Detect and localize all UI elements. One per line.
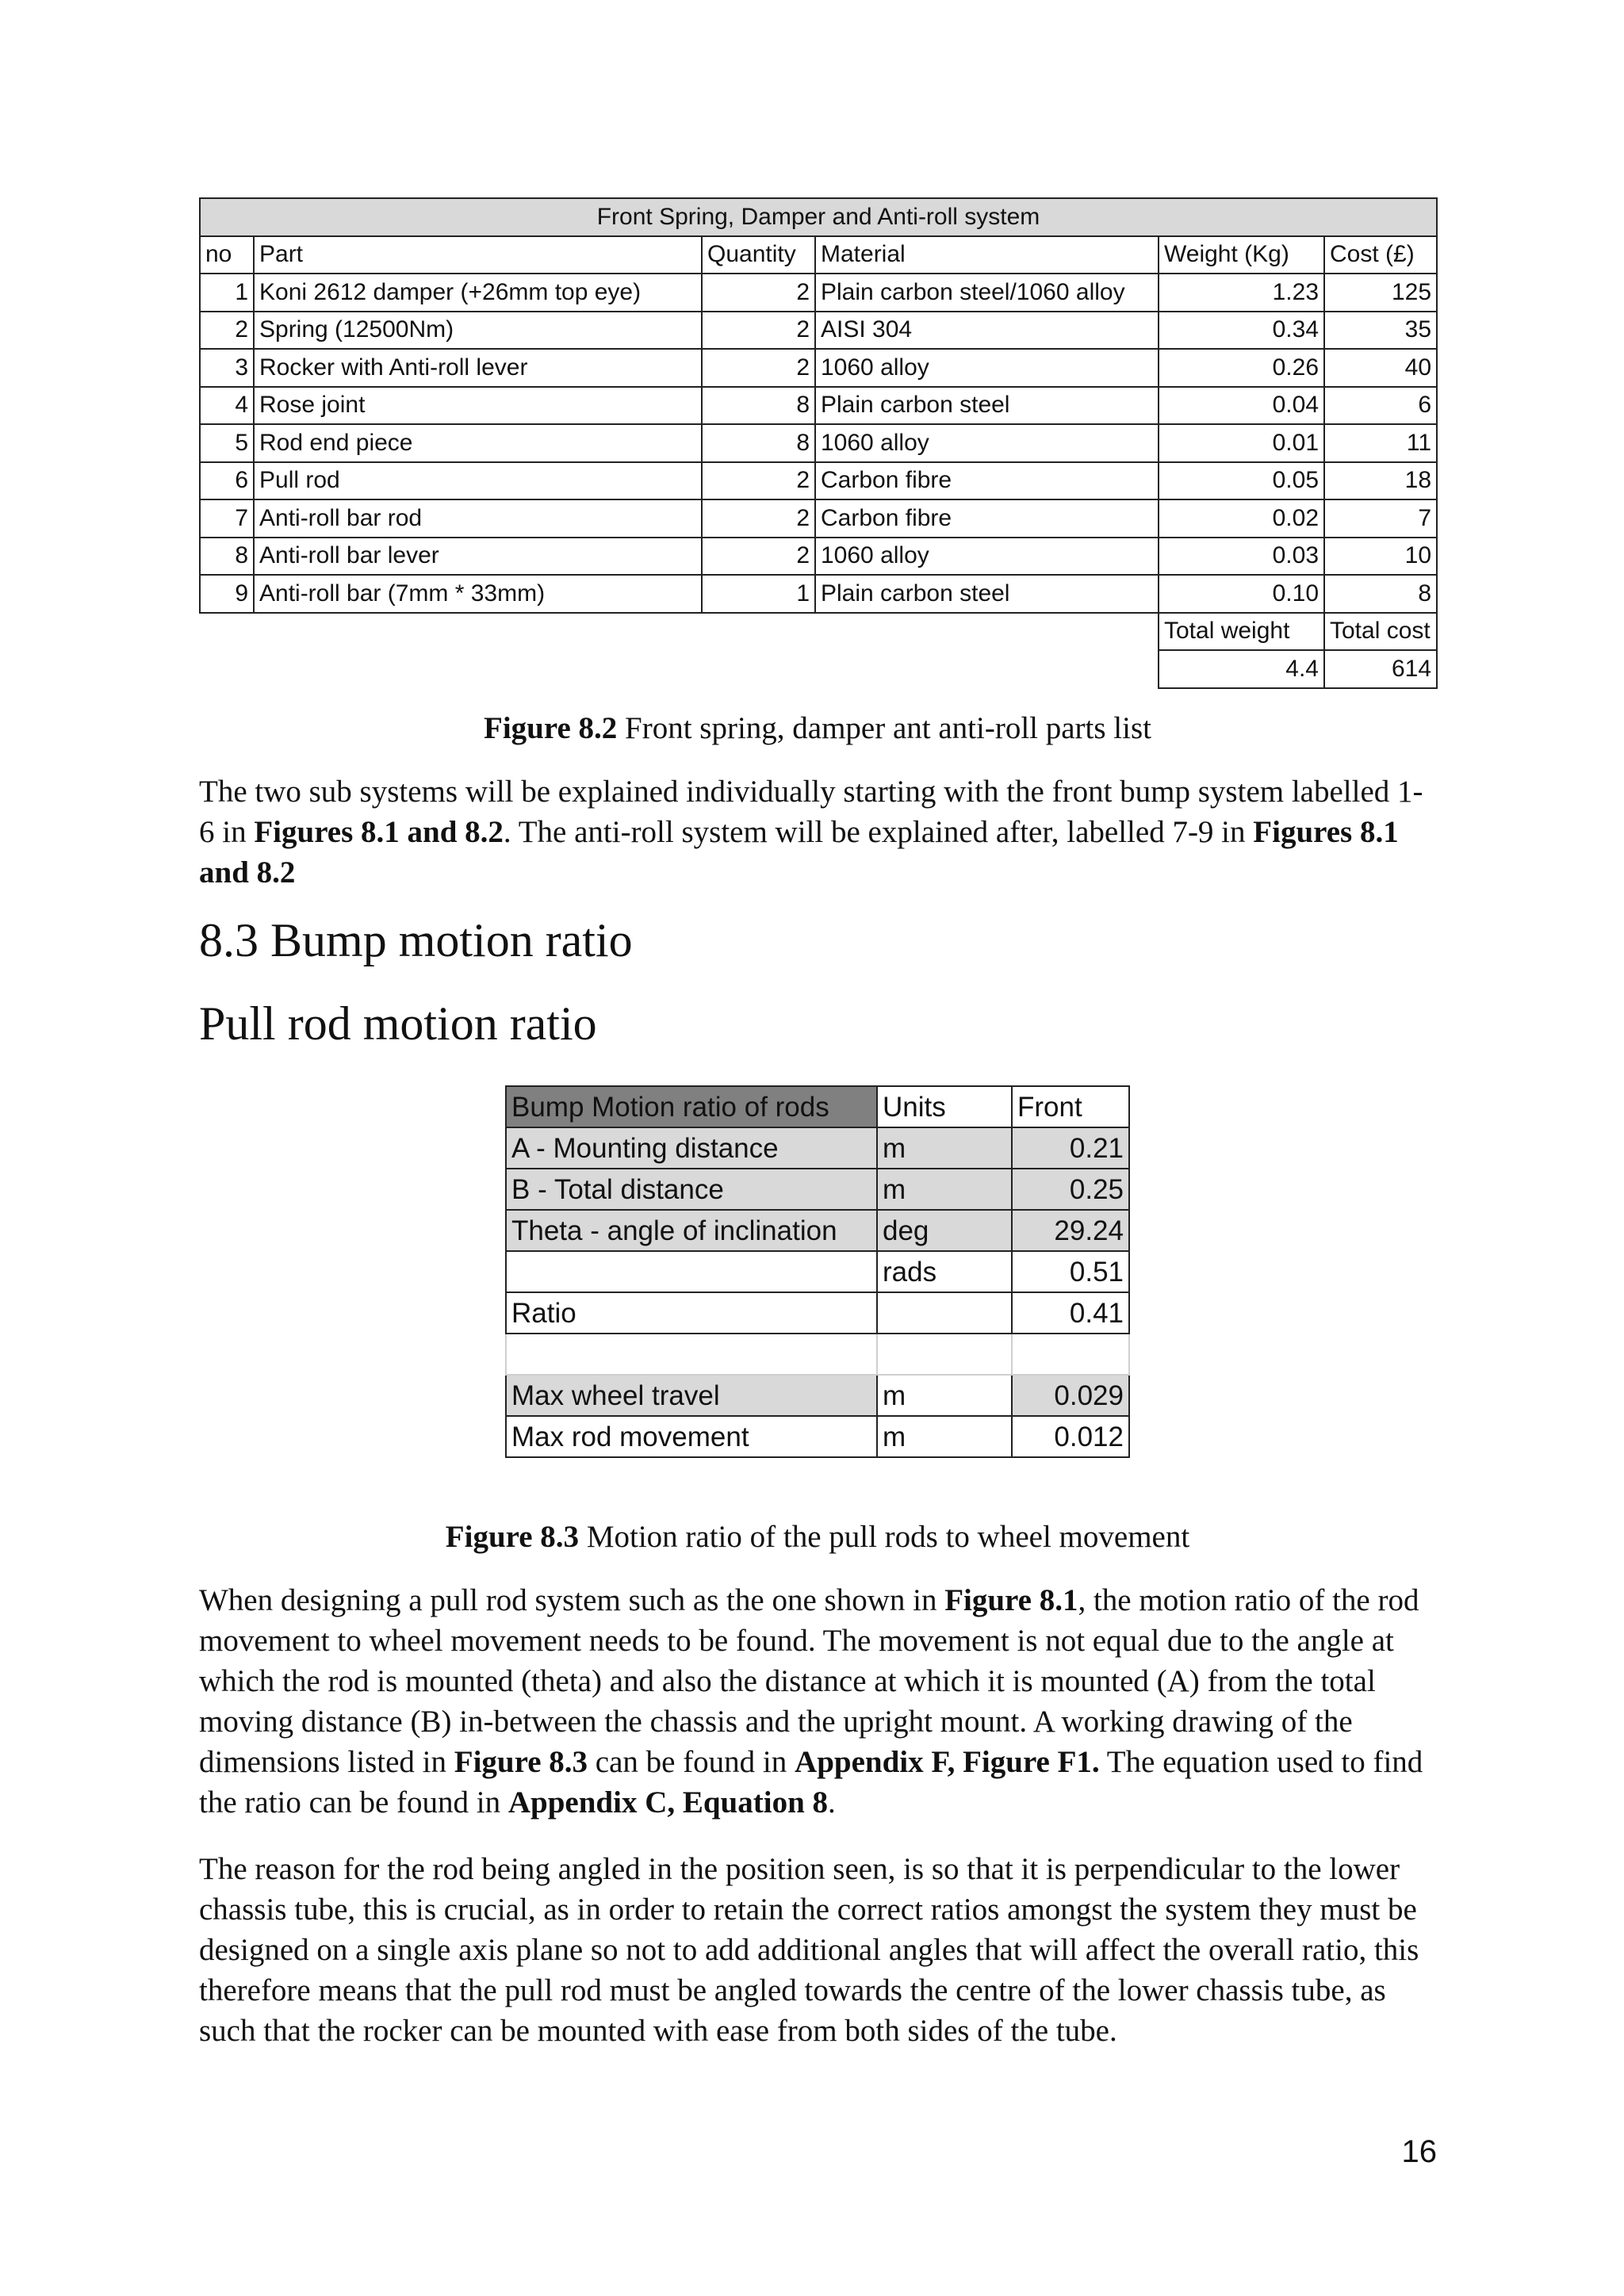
para2-bold-1: Figure 8.1	[944, 1583, 1078, 1617]
cell-no: 4	[200, 387, 254, 425]
totals-value-row	[200, 650, 1437, 688]
cell-part: Rose joint	[254, 387, 702, 425]
ratio-cell-value: 0.51	[1012, 1251, 1129, 1292]
ratio-header-units: Units	[877, 1086, 1012, 1127]
cell-part: Koni 2612 damper (+26mm top eye)	[254, 274, 702, 312]
table-row	[506, 1251, 1129, 1292]
table-row	[200, 424, 1437, 462]
cell-part: Anti-roll bar (7mm * 33mm)	[254, 575, 702, 613]
para1-text-2: . The anti-roll system will be explained after, labelled 7-9 in	[503, 815, 1254, 849]
ratio-cell-name: Ratio	[506, 1292, 877, 1334]
cell-no: 9	[200, 575, 254, 613]
page-number: 16	[1401, 2134, 1437, 2169]
totals-label-row	[200, 613, 1437, 651]
table-row	[506, 1375, 1129, 1416]
cell-quantity: 2	[702, 538, 815, 576]
header-part: Part	[254, 236, 702, 274]
table-row	[200, 538, 1437, 576]
table-row	[506, 1169, 1129, 1210]
para1-bold-1: Figures 8.1 and 8.2	[254, 815, 504, 849]
cell-cost: 6	[1324, 387, 1437, 425]
cell-material: Plain carbon steel	[815, 387, 1159, 425]
parts-table-header-row	[200, 236, 1437, 274]
cell-quantity: 8	[702, 387, 815, 425]
table-row	[200, 312, 1437, 350]
section-heading: 8.3 Bump motion ratio	[199, 914, 633, 966]
cell-quantity: 2	[702, 349, 815, 387]
cell-quantity: 2	[702, 499, 815, 538]
figure-8-2-text: Front spring, damper ant anti-roll parts list	[617, 711, 1151, 745]
cell-no: 5	[200, 424, 254, 462]
cell-quantity: 8	[702, 424, 815, 462]
ratio-cell-value: 0.25	[1012, 1169, 1129, 1210]
ratio-cell-units: m	[877, 1416, 1012, 1457]
para1-bold-2: Figures 8.1 and 8.2	[199, 815, 1399, 890]
paragraph-pull-rod-design	[199, 1580, 1436, 1823]
parts-table-title-row	[200, 198, 1437, 236]
cell-material: 1060 alloy	[815, 538, 1159, 576]
header-weight: Weight (Kg)	[1159, 236, 1324, 274]
total-weight-label: Total weight	[1159, 613, 1324, 651]
table-row	[200, 499, 1437, 538]
motion-ratio-table	[505, 1085, 1130, 1458]
ratio-cell-name	[506, 1251, 877, 1292]
cell-material: Plain carbon steel/1060 alloy	[815, 274, 1159, 312]
cell-part: Pull rod	[254, 462, 702, 500]
cell-weight: 0.03	[1159, 538, 1324, 576]
ratio-cell-name: Max rod movement	[506, 1416, 877, 1457]
cell-cost: 8	[1324, 575, 1437, 613]
cell-material: 1060 alloy	[815, 349, 1159, 387]
table-row	[506, 1210, 1129, 1251]
ratio-cell-value: 0.21	[1012, 1127, 1129, 1169]
cell-weight: 0.34	[1159, 312, 1324, 350]
figure-8-2-label: Figure 8.2	[484, 711, 618, 745]
ratio-cell-value: 0.029	[1012, 1375, 1129, 1416]
ratio-cell-name: A - Mounting distance	[506, 1127, 877, 1169]
cell-weight: 0.02	[1159, 499, 1324, 538]
cell-quantity: 2	[702, 274, 815, 312]
ratio-cell-value: 0.41	[1012, 1292, 1129, 1334]
cell-weight: 0.04	[1159, 387, 1324, 425]
ratio-cell-units	[877, 1292, 1012, 1334]
cell-cost: 7	[1324, 499, 1437, 538]
para2-text-3: can be found in	[588, 1745, 795, 1779]
cell-cost: 125	[1324, 274, 1437, 312]
cell-material: 1060 alloy	[815, 424, 1159, 462]
cell-weight: 0.01	[1159, 424, 1324, 462]
ratio-cell-units: rads	[877, 1251, 1012, 1292]
figure-8-2-caption	[199, 710, 1436, 746]
cell-no: 2	[200, 312, 254, 350]
para1-text-1: The two sub systems will be explained individually starting with the front bump system labelled 1-6 in	[199, 775, 1423, 849]
paragraph-rod-angle: The reason for the rod being angled in the position seen, is so that it is perpendicular to the lower chassis tube, this is crucial, as in order to retain the correct ratios amongst the system they must be designed on a single axis plane so not to add additional angles that will affect the overall ratio, this therefore means that the pull rod must be angled towards the centre of the lower chassis tube, as such that the rocker can be mounted with ease from both sides of the tube.	[199, 1852, 1419, 2048]
header-material: Material	[815, 236, 1159, 274]
table-row	[200, 274, 1437, 312]
ratio-cell-value: 29.24	[1012, 1210, 1129, 1251]
cell-weight: 0.26	[1159, 349, 1324, 387]
figure-8-3-text: Motion ratio of the pull rods to wheel movement	[579, 1520, 1190, 1554]
ratio-cell-name: Theta - angle of inclination	[506, 1210, 877, 1251]
cell-quantity: 1	[702, 575, 815, 613]
cell-cost: 35	[1324, 312, 1437, 350]
cell-cost: 10	[1324, 538, 1437, 576]
cell-no: 3	[200, 349, 254, 387]
subsection-heading: Pull rod motion ratio	[199, 997, 597, 1050]
ratio-cell-name: B - Total distance	[506, 1169, 877, 1210]
ratio-cell-name: Max wheel travel	[506, 1375, 877, 1416]
ratio-cell-units: m	[877, 1375, 1012, 1416]
cell-weight: 0.10	[1159, 575, 1324, 613]
ratio-header-front: Front	[1012, 1086, 1129, 1127]
cell-no: 7	[200, 499, 254, 538]
parts-table-title: Front Spring, Damper and Anti-roll system	[200, 198, 1437, 236]
blank-row	[506, 1334, 1129, 1375]
cell-weight: 0.05	[1159, 462, 1324, 500]
cell-part: Anti-roll bar lever	[254, 538, 702, 576]
ratio-cell-units: m	[877, 1127, 1012, 1169]
cell-cost: 40	[1324, 349, 1437, 387]
header-quantity: Quantity	[702, 236, 815, 274]
figure-8-3-caption	[199, 1519, 1436, 1555]
ratio-cell-units: m	[877, 1169, 1012, 1210]
para2-text-5: .	[828, 1785, 836, 1820]
cell-no: 6	[200, 462, 254, 500]
ratio-table-header-row	[506, 1086, 1129, 1127]
cell-material: Carbon fibre	[815, 499, 1159, 538]
cell-quantity: 2	[702, 312, 815, 350]
cell-part: Anti-roll bar rod	[254, 499, 702, 538]
cell-material: Plain carbon steel	[815, 575, 1159, 613]
cell-no: 8	[200, 538, 254, 576]
table-row	[200, 387, 1437, 425]
cell-part: Rocker with Anti-roll lever	[254, 349, 702, 387]
table-row	[200, 349, 1437, 387]
ratio-cell-value: 0.012	[1012, 1416, 1129, 1457]
table-row	[506, 1416, 1129, 1457]
paragraph-sub-systems	[199, 771, 1436, 893]
table-row	[506, 1292, 1129, 1334]
ratio-header-name: Bump Motion ratio of rods	[506, 1086, 877, 1127]
para2-text-2: , the motion ratio of the rod movement to wheel movement needs to be found. The movement is not equal due to the angle at which the rod is mounted (theta) and also the distance at which it is mounted (A) from the total moving distance (B) in-between the chassis and the upright mount. A working drawing of the dimensions listed in	[199, 1583, 1419, 1779]
para2-bold-2: Figure 8.3	[454, 1745, 588, 1779]
total-cost-value: 614	[1324, 650, 1437, 688]
table-row	[200, 462, 1437, 500]
figure-8-3-label: Figure 8.3	[445, 1520, 580, 1554]
cell-material: AISI 304	[815, 312, 1159, 350]
para2-bold-4: Appendix C, Equation 8	[508, 1785, 829, 1820]
header-cost: Cost (£)	[1324, 236, 1437, 274]
cell-part: Rod end piece	[254, 424, 702, 462]
para2-bold-3: Appendix F, Figure F1.	[795, 1745, 1100, 1779]
para2-text-1: When designing a pull rod system such as the one shown in	[199, 1583, 945, 1617]
total-cost-label: Total cost	[1324, 613, 1437, 651]
header-no: no	[200, 236, 254, 274]
ratio-cell-units: deg	[877, 1210, 1012, 1251]
cell-quantity: 2	[702, 462, 815, 500]
parts-list-table	[199, 197, 1438, 689]
cell-material: Carbon fibre	[815, 462, 1159, 500]
cell-cost: 18	[1324, 462, 1437, 500]
cell-part: Spring (12500Nm)	[254, 312, 702, 350]
para2-text-4: The equation used to find the ratio can be found in	[199, 1745, 1423, 1820]
cell-no: 1	[200, 274, 254, 312]
table-row	[200, 575, 1437, 613]
total-weight-value: 4.4	[1159, 650, 1324, 688]
cell-cost: 11	[1324, 424, 1437, 462]
cell-weight: 1.23	[1159, 274, 1324, 312]
table-row	[506, 1127, 1129, 1169]
